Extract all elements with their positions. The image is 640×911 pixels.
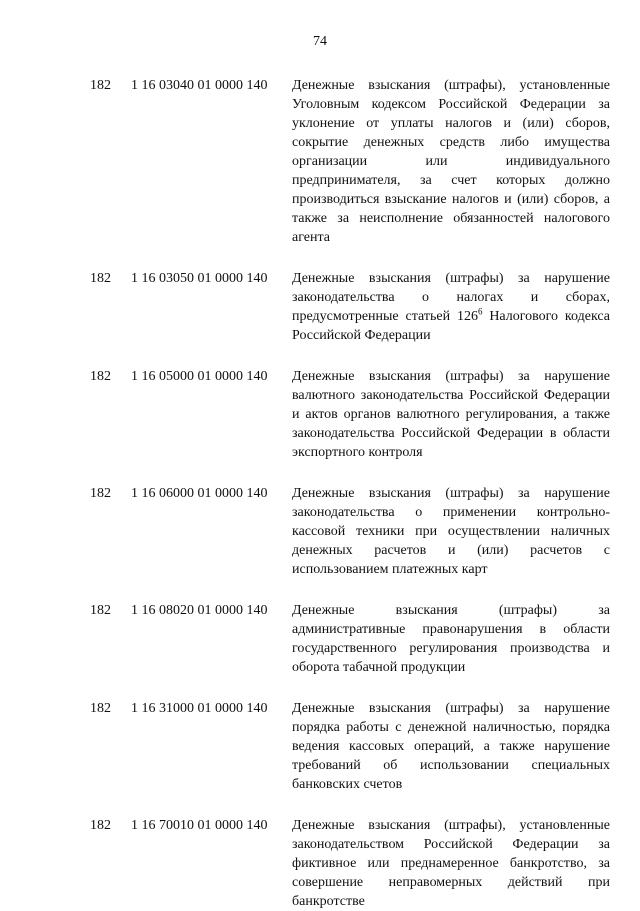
admin-code-cell: 182: [90, 818, 111, 833]
superscript: 6: [477, 306, 483, 317]
budget-code-cell: 1 16 05000 01 0000 140: [131, 369, 268, 384]
table-row: [0, 76, 640, 247]
table-row: [0, 367, 640, 462]
budget-code-cell: 1 16 03050 01 0000 140: [131, 271, 268, 286]
description-text: Налогового кодекса Российской Федерации: [292, 309, 610, 343]
table-row: [0, 699, 640, 794]
description-cell: Денежные взыскания (штрафы), установленные Уголовным кодексом Российской Федерации за уклонение от уплаты налогов и (или) сборов, сокрытие денежных средств либо имущества организации или индивидуального предпринимателя, за счет которых должно производиться взыскание налогов и (или) сборов, а также за неисполнение обязанностей налогового агента: [292, 78, 610, 245]
budget-code-cell: 1 16 31000 01 0000 140: [131, 701, 268, 716]
admin-code-cell: 182: [90, 271, 111, 286]
description-text: Денежные взыскания (штрафы) за нарушение законодательства о налогах и сборах, предусмотренные статьей 126: [292, 271, 610, 324]
budget-code-cell: 1 16 70010 01 0000 140: [131, 818, 268, 833]
admin-code-cell: 182: [90, 369, 111, 384]
table-row: [0, 816, 640, 911]
table-row: [0, 484, 640, 579]
description-cell: Денежные взыскания (штрафы) за нарушение порядка работы с денежной наличностью, порядка ведения кассовых операций, а также нарушение требований об использовании специальных банковских счетов: [292, 701, 610, 792]
admin-code-cell: 182: [90, 78, 111, 93]
classification-table: [0, 76, 640, 911]
admin-code-cell: 182: [90, 701, 111, 716]
description-cell: Денежные взыскания (штрафы) за нарушение валютного законодательства Российской Федерации и актов органов валютного регулирования, а также законодательства Российской Федерации в области экспортного контроля: [292, 369, 610, 460]
admin-code-cell: 182: [90, 603, 111, 618]
description-cell: Денежные взыскания (штрафы) за нарушение законодательства о применении контрольно-кассовой техники при осуществлении наличных денежных расчетов и (или) расчетов с использованием платежных карт: [292, 486, 610, 577]
budget-code-cell: 1 16 03040 01 0000 140: [131, 78, 268, 93]
description-cell: Денежные взыскания (штрафы), установленные законодательством Российской Федерации за фиктивное или преднамеренное банкротство, за совершение неправомерных действий при банкротстве: [292, 818, 610, 909]
table-row: [0, 269, 640, 345]
budget-code-cell: 1 16 08020 01 0000 140: [131, 603, 268, 618]
description-cell: [292, 269, 610, 345]
page-number: 74: [313, 34, 327, 49]
admin-code-cell: 182: [90, 486, 111, 501]
budget-code-cell: 1 16 06000 01 0000 140: [131, 486, 268, 501]
description-cell: Денежные взыскания (штрафы) за административные правонарушения в области государственного регулирования производства и оборота табачной продукции: [292, 603, 610, 675]
table-row: [0, 601, 640, 677]
